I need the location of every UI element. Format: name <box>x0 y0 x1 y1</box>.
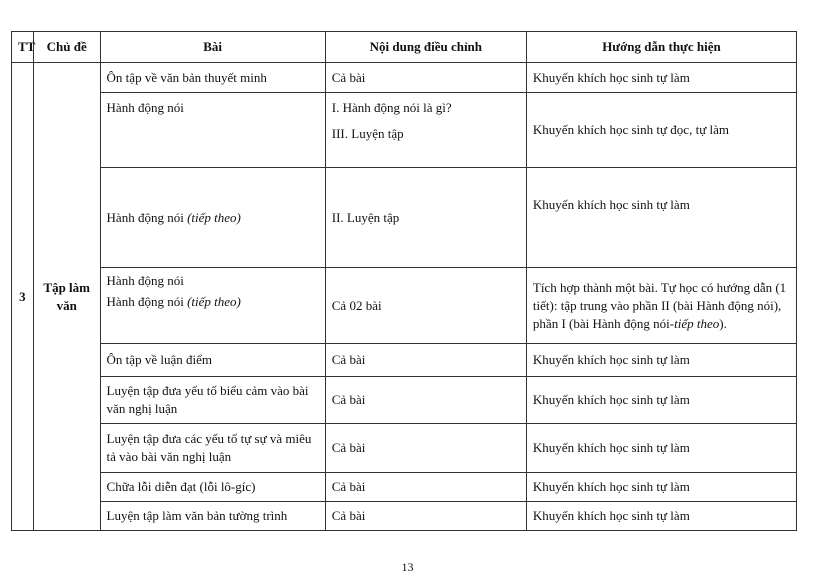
cell-bai: Ôn tập về văn bản thuyết minh <box>100 63 325 93</box>
header-noi-dung: Nội dung điều chỉnh <box>325 32 526 63</box>
cell-bai-italic: (tiếp theo) <box>187 294 241 309</box>
group-topic: Tập làm văn <box>33 63 100 531</box>
cell-noi-dung: Cả bài <box>325 344 526 377</box>
cell-noi-dung: Cả 02 bài <box>325 268 526 344</box>
cell-bai-line: Hành động nói <box>106 273 184 288</box>
cell-noi-dung-line: III. Luyện tập <box>331 126 404 141</box>
cell-bai: Luyện tập làm văn bản tường trình <box>100 502 325 531</box>
cell-bai-text: Hành động nói <box>106 209 184 225</box>
table-row <box>12 63 797 93</box>
cell-bai-line: Hành động nói <box>106 294 184 309</box>
header-bai: Bài <box>100 32 325 63</box>
group-number: 3 <box>12 63 34 531</box>
cell-noi-dung: Cả bài <box>325 473 526 502</box>
cell-noi-dung: Cả bài <box>325 424 526 473</box>
cell-huong-dan-end: ). <box>719 315 727 331</box>
table-row <box>12 473 797 502</box>
cell-bai: Ôn tập về luận điểm <box>100 344 325 377</box>
table-row <box>12 268 797 344</box>
cell-bai <box>100 168 325 268</box>
cell-huong-dan: Khuyến khích học sinh tự làm <box>526 63 796 93</box>
cell-bai: Luyện tập đưa yếu tố biểu cảm vào bài văn nghị luận <box>100 377 325 424</box>
cell-bai-text: Hành động nói <box>106 100 184 115</box>
cell-huong-dan: Khuyến khích học sinh tự làm <box>526 168 796 268</box>
cell-huong-dan: Khuyến khích học sinh tự làm <box>526 377 796 424</box>
cell-bai <box>100 268 325 344</box>
cell-noi-dung: Cả bài <box>325 502 526 531</box>
cell-noi-dung-line: I. Hành động nói là gì? <box>331 100 452 115</box>
table-row <box>12 93 797 168</box>
cell-huong-dan: Khuyến khích học sinh tự làm <box>526 502 796 531</box>
table-row <box>12 424 797 473</box>
cell-noi-dung <box>325 93 526 168</box>
cell-huong-dan-italic: tiếp theo <box>674 315 720 331</box>
cell-huong-dan <box>526 268 796 344</box>
cell-bai: Chữa lỗi diễn đạt (lỗi lô-gíc) <box>100 473 325 502</box>
table-row <box>12 377 797 424</box>
cell-huong-dan: Khuyến khích học sinh tự làm <box>526 473 796 502</box>
cell-huong-dan: Khuyến khích học sinh tự làm <box>526 424 796 473</box>
cell-noi-dung: II. Luyện tập <box>325 168 526 268</box>
header-tt: TT <box>12 32 34 63</box>
table-row <box>12 344 797 377</box>
table-header-row <box>12 32 797 63</box>
table-row <box>12 168 797 268</box>
page-number: 13 <box>401 560 414 574</box>
cell-noi-dung: Cả bài <box>325 377 526 424</box>
cell-bai <box>100 93 325 168</box>
table-row <box>12 502 797 531</box>
header-huong-dan: Hướng dẫn thực hiện <box>526 32 796 63</box>
cell-huong-dan-text: Tích hợp thành một bài. Tự học có hướng dẫn (1 tiết): tập trung vào phần II (bài Hành động nói), phần I (bài Hành động nói- <box>532 279 787 331</box>
cell-bai-italic: (tiếp theo) <box>187 209 241 225</box>
cell-huong-dan: Khuyến khích học sinh tự đọc, tự làm <box>526 93 796 168</box>
cell-bai: Luyện tập đưa các yếu tố tự sự và miêu tả vào bài văn nghị luận <box>100 424 325 473</box>
cell-noi-dung: Cả bài <box>325 63 526 93</box>
adjustment-table <box>11 31 797 531</box>
header-chu-de: Chủ đề <box>33 32 100 63</box>
cell-huong-dan: Khuyến khích học sinh tự làm <box>526 344 796 377</box>
